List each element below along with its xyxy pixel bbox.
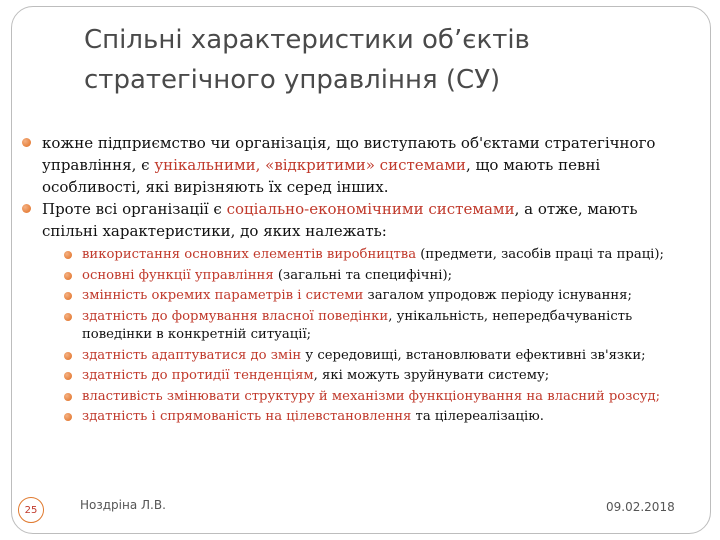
bullet-text <box>42 134 655 196</box>
sub-bullet-item <box>62 367 694 386</box>
text-segment: у середовищі, встановлювати ефективні зв'язки; <box>301 347 646 363</box>
highlighted-text: здатність до протидії тенденціям <box>82 368 314 383</box>
bullet-item <box>22 132 694 198</box>
highlighted-text: унікальними, «відкритими» системами <box>154 156 466 174</box>
sub-bullet-item <box>62 287 694 306</box>
bullet-marker-icon <box>64 292 72 300</box>
bullet-marker-icon <box>64 251 72 259</box>
sub-bullet-text <box>82 368 549 383</box>
sub-bullet-item <box>62 388 694 407</box>
sub-bullet-item <box>62 347 694 366</box>
sub-bullet-item <box>62 246 694 265</box>
sub-bullet-text <box>82 409 544 424</box>
sub-bullet-item <box>62 308 694 345</box>
bullet-marker-icon <box>22 138 31 147</box>
highlighted-text: властивість змінювати структуру й механізми функціонування на власний розсуд; <box>82 388 661 404</box>
sub-bullet-item <box>62 267 694 286</box>
text-segment: кожне підприємство чи організація, що виступають об'єктами стратегічного управління, є <box>42 134 656 174</box>
highlighted-text: здатність до формування власної поведінки <box>82 308 389 324</box>
highlighted-text: здатність адаптуватися до змін <box>82 347 302 363</box>
highlighted-text: соціально-економічними системами <box>226 200 515 218</box>
bullet-list <box>22 132 694 429</box>
bullet-marker-icon <box>64 313 72 321</box>
highlighted-text: змінність окремих параметрів і системи <box>82 288 364 303</box>
footer-author: Ноздріна Л.В. <box>80 498 166 512</box>
text-segment: загалом упродовж періоду існування; <box>363 288 632 303</box>
sub-bullet-text <box>82 288 632 303</box>
sub-bullet-item <box>62 408 694 427</box>
sub-bullet-list <box>42 246 694 427</box>
bullet-marker-icon <box>64 272 72 280</box>
bullet-marker-icon <box>64 413 72 421</box>
text-segment: та цілереалізацію. <box>411 409 544 424</box>
highlighted-text: використання основних елементів виробництва <box>82 247 417 262</box>
footer-date: 09.02.2018 <box>606 500 675 514</box>
bullet-marker-icon <box>64 393 72 401</box>
bullet-marker-icon <box>64 352 72 360</box>
text-segment: , а отже, мають спільні характеристики, до яких належать: <box>42 200 638 240</box>
sub-bullet-text <box>82 247 664 262</box>
text-segment: , унікальність, непередбачуваність поведінки в конкретній ситуації; <box>82 308 633 342</box>
highlighted-text: основні функції управління <box>82 267 274 283</box>
sub-bullet-text <box>82 348 646 363</box>
text-segment: (загальні та специфічні); <box>273 267 453 283</box>
sub-bullet-text <box>82 309 632 343</box>
bullet-item <box>22 198 694 427</box>
slide-title <box>84 20 684 100</box>
text-segment: , що мають певні особливості, які вирізняють їх серед інших. <box>42 156 601 196</box>
sub-bullet-text <box>82 268 452 283</box>
text-segment: Проте всі організації є <box>42 200 227 218</box>
text-segment: (предмети, засобів праці та праці); <box>416 247 664 262</box>
title-line-2: стратегічного управління (СУ) <box>84 65 501 95</box>
bullet-marker-icon <box>22 204 31 213</box>
bullet-text <box>42 200 638 240</box>
page-number-badge: 25 <box>18 497 44 523</box>
bullet-marker-icon <box>64 372 72 380</box>
highlighted-text: здатність і спрямованість на цілевстановлення <box>82 409 412 424</box>
title-line-1: Спільні характеристики об’єктів <box>84 25 530 55</box>
text-segment: , які можуть зруйнувати систему; <box>313 368 550 383</box>
sub-bullet-text <box>82 389 660 404</box>
